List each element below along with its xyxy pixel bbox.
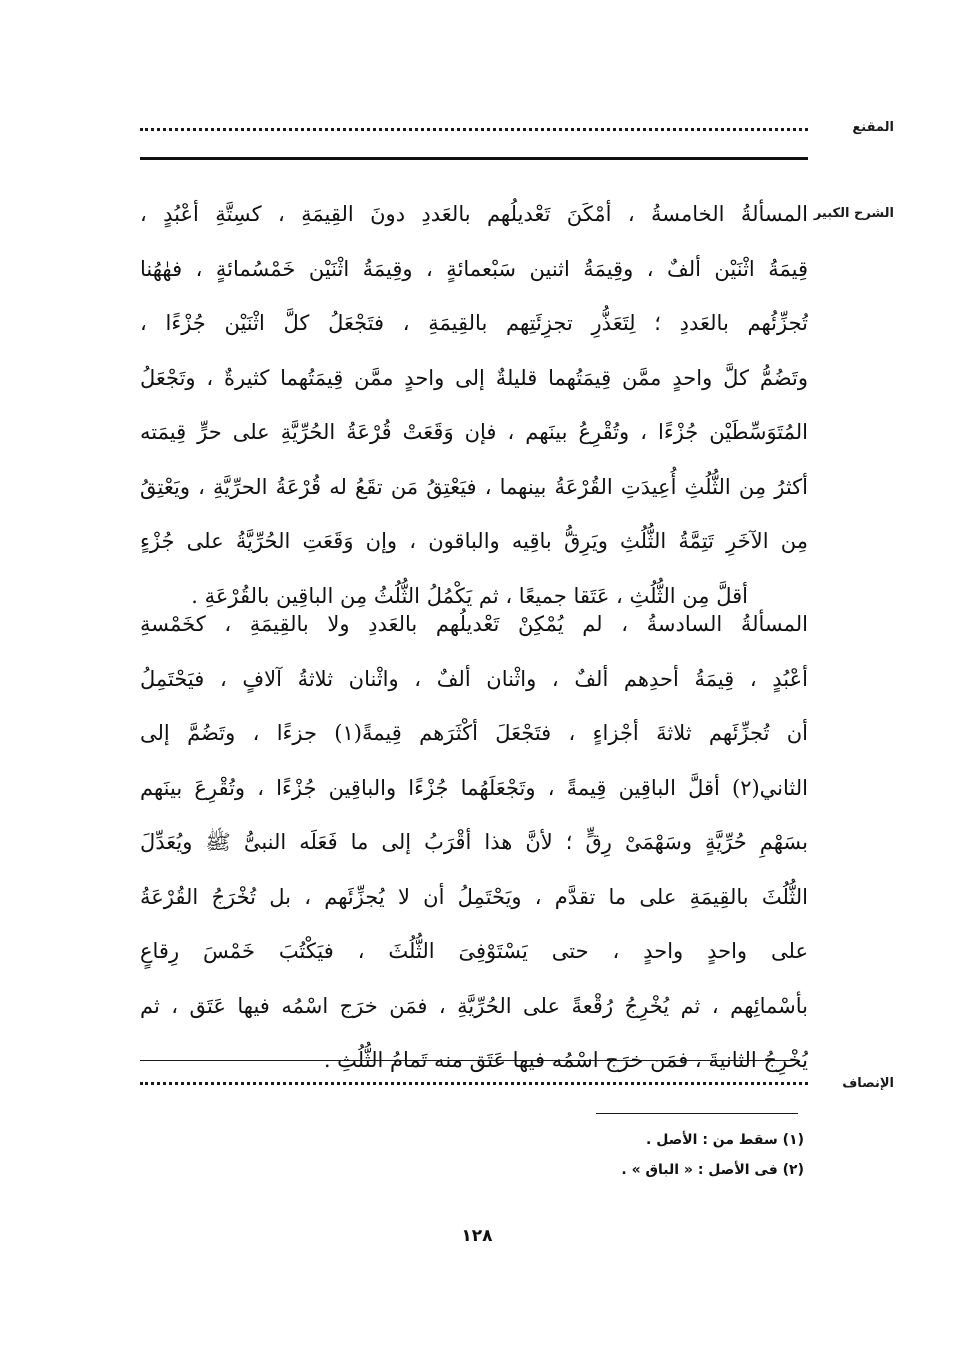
text-line: مِن الآخَرِ تَتِمَّةُ الثُّلُثِ ويَرِقُّ باقِيه والباقون ، وإن وَقَعَتِ الحُرِّيَّةُ على جُزْءٍ xyxy=(140,529,808,553)
header-rule xyxy=(140,157,808,160)
text-line: يُخْرِجُ الثانيةَ ، فمَن خرَج اسْمُه فيها عَتَق منه تَمامُ الثُّلُثِ . xyxy=(323,1048,808,1072)
insaf-separator xyxy=(140,1060,798,1061)
footnotes xyxy=(304,1125,804,1185)
text-line: أن تُجزِّئَهم ثلاثةَ أجْزاءٍ ، فتَجْعَلَ أكْثَرَهم قِيمةً(١) جزءًا ، وتَضُمَّ إلى xyxy=(140,721,808,745)
insaf-label: الإنصاف xyxy=(842,1076,894,1091)
text-line: أقلَّ مِن الثُّلُثِ ، عَتَقا جميعًا ، ثم يَكْمُلُ الثُّلُثُ مِن الباقِين بالقُرْعَةِ . xyxy=(191,583,748,608)
text-line: المسألةُ الخامسةُ ، أمْكَنَ تَعْديلُهم بالعَددِ دونَ القِيمَةِ ، كسِتَّةِ أعْبُدٍ ، xyxy=(140,202,808,226)
sharh-label: الشرح الكبير xyxy=(813,206,894,221)
text-line: أكثرُ مِن الثُّلُثِ أُعِيدَتِ القُرْعَةُ بينهما ، فيَعْتِقُ مَن تقَعُ له قُرْعَةُ الحرِّيَّةِ ، ويَعْتِقُ xyxy=(140,474,808,499)
text-line: الثُّلُثَ بالقِيمَةِ على ما تقدَّم ، ويَحْتَمِلُ أن لا يُجزِّئَهم ، بل تُخْرَجُ القُرْعَةُ xyxy=(140,884,808,909)
insaf-dotted-line xyxy=(140,1082,808,1085)
muqni-dotted-line xyxy=(140,128,808,131)
text-line: بسَهْمِ حُرِّيَّةٍ وسَهْمَىْ رِقٍّ ؛ لأنَّ هذا أقْرَبُ إلى ما فَعَلَه النبىُّ ﷺ ويُعَدِّلَ xyxy=(140,830,808,854)
footnote-1: (١) سقط من : الأصل . xyxy=(646,1132,804,1148)
text-line: تُجزِّئُهم بالعَددِ ؛ لِتَعَذُّرِ تجزِئَتِهم بالقِيمَةِ ، فتَجْعَلُ كلَّ اثْنَيْن جُزْءًا ، xyxy=(140,311,808,335)
text-line: على واحدٍ واحدٍ ، حتى يَسْتَوْفِىَ الثُّلُثَ ، فيَكْتُبَ خَمْسَ رِقاعٍ xyxy=(140,939,808,963)
sharh-paragraph-2 xyxy=(140,597,808,1088)
text-line: أعْبُدٍ ، قِيمَةُ أحدِهم ألفٌ ، واثْنان ألفٌ ، واثْنان ثلاثةُ آلافٍ ، فيَحْتَمِلُ xyxy=(140,666,808,691)
sharh-paragraph-1 xyxy=(140,187,808,623)
text-line: الثاني(٢) أقلَّ الباقِين قِيمةً ، وتَجْعَلَهُما جُزْءًا والباقِين جُزْءًا ، وتُقْرِعَ بينَهم xyxy=(140,775,808,800)
text-line: قِيمَةُ اثْنَيْن ألفٌ ، وقِيمَةُ اثنين سَبْعمائةٍ ، وقِيمَةُ اثْنَيْن خَمْسُمائةٍ ، فهٰهُنا xyxy=(140,256,808,281)
footnote-2: (٢) فى الأصل : « الباق » . xyxy=(621,1162,804,1178)
text-line: وتَضُمُّ كلَّ واحدٍ ممَّن قِيمَتُهما قليلةٌ إلى واحدٍ ممَّن قِيمَتُهما كثيرةٌ ، وتَجْعَلُ xyxy=(140,365,808,390)
muqni-label: المقنع xyxy=(852,120,894,135)
page-number: ١٢٨ xyxy=(461,1226,493,1246)
text-line: المُتَوَسِّطَيْن جُزْءًا ، وتُقْرِعُ بينَهم ، فإن وَقَعَتْ قُرْعَةُ الحُرِّيَّةِ على حرٍّ قِيمَته xyxy=(140,420,808,444)
text-line: بأسْمائِهم ، ثم يُخْرِجُ رُقْعةً على الحُرِّيَّةِ ، فمَن خرَج اسْمُه فيها عَتَق ، ثم xyxy=(140,993,808,1018)
text-line: المسألةُ السادسةُ ، لم يُمْكِنْ تَعْديلُهم بالعَددِ ولا بالقِيمَةِ ، كخَمْسةِ xyxy=(140,612,808,636)
footnote-separator xyxy=(596,1113,798,1114)
